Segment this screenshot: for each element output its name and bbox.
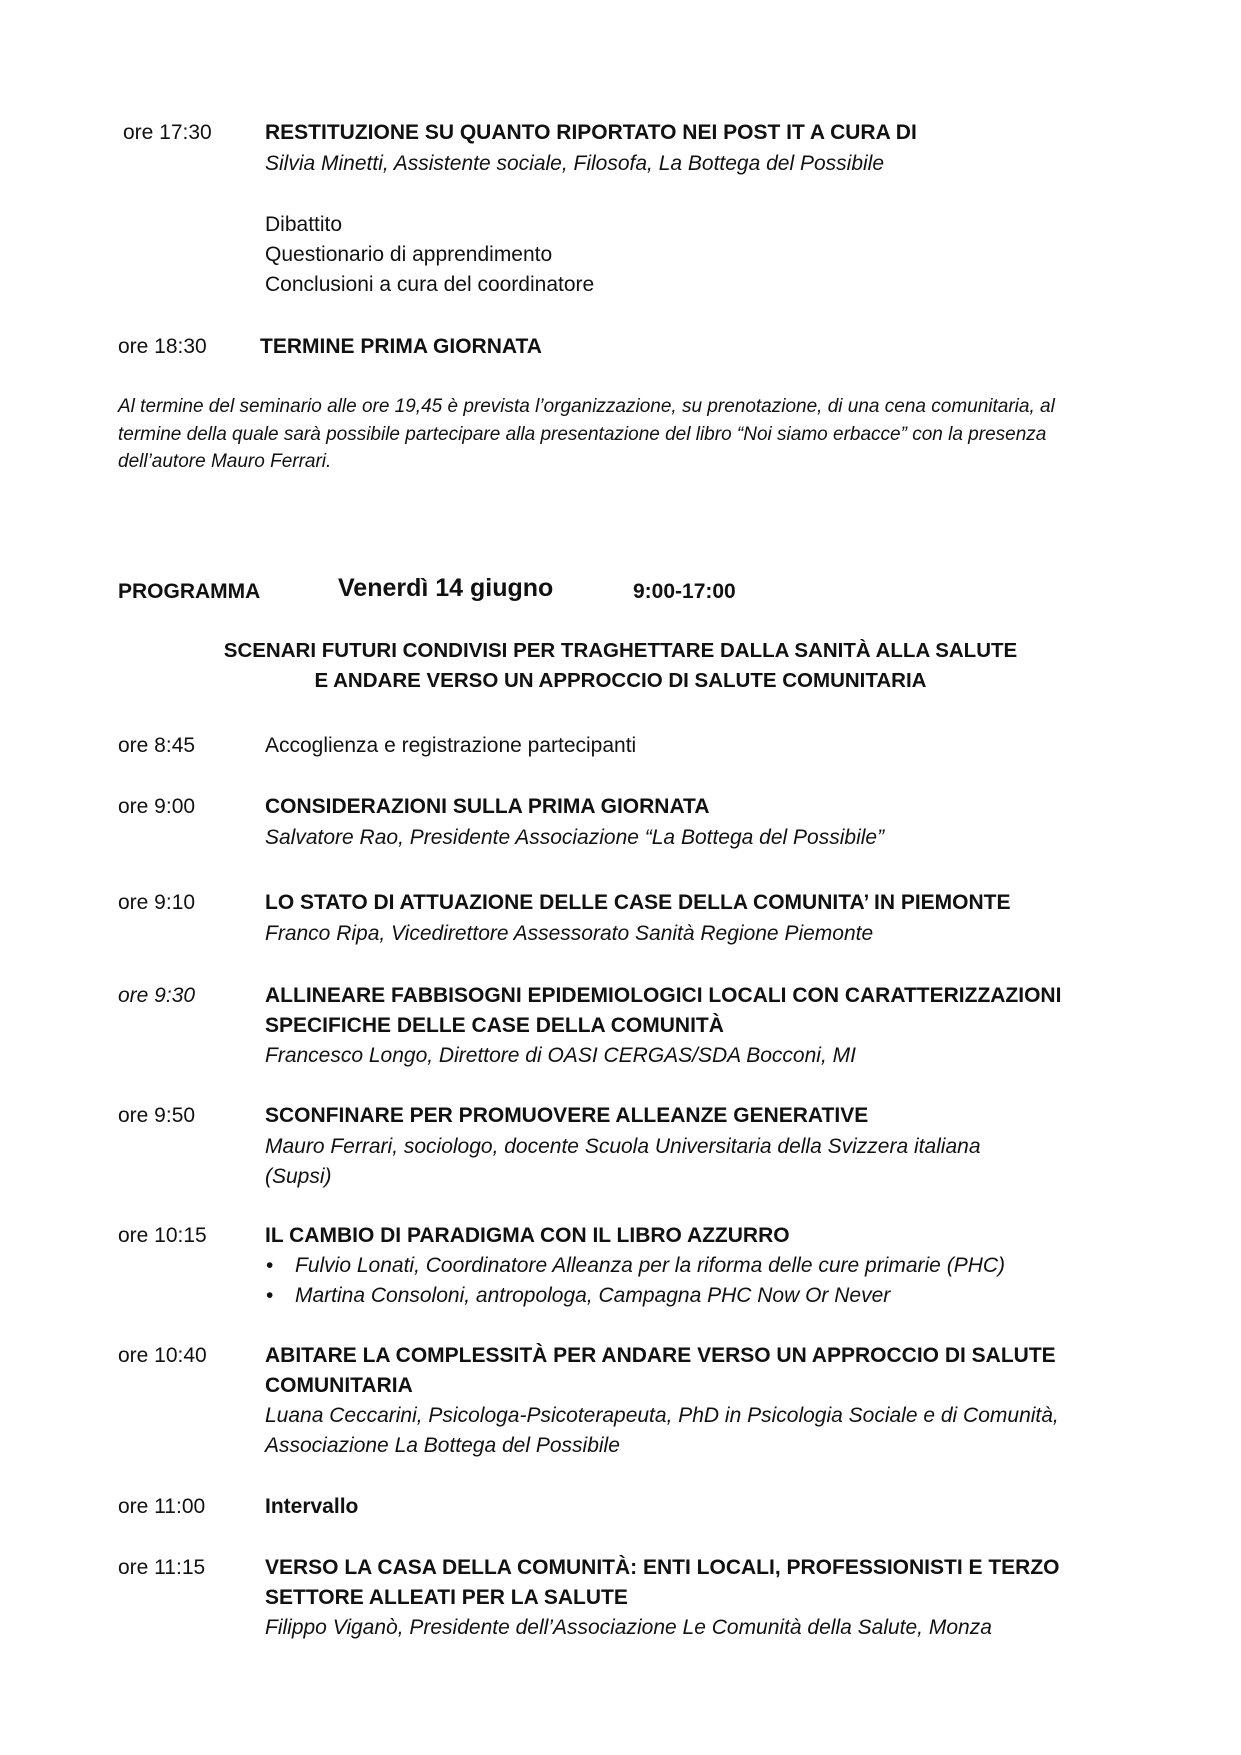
time-1830: ore 18:30: [118, 335, 207, 358]
program-hours: 9:00-17:00: [633, 580, 736, 603]
time-950: ore 9:50: [118, 1104, 196, 1127]
session-title-sconfinare: SCONFINARE PER PROMUOVERE ALLEANZE GENERATIVE: [265, 1104, 869, 1127]
time-1100: ore 11:00: [118, 1495, 206, 1518]
session-title-verso-casa-1: VERSO LA CASA DELLA COMUNITÀ: ENTI LOCALI, PROFESSIONISTI E TERZO: [265, 1556, 1060, 1579]
speaker-ripa: Franco Ripa, Vicedirettore Assessorato Sanità Regione Piemonte: [265, 922, 874, 945]
program-day: Venerdì 14 giugno: [338, 574, 554, 602]
time-1015: ore 10:15: [118, 1224, 207, 1247]
time-1040: ore 10:40: [118, 1344, 207, 1367]
session-title-considerazioni: CONSIDERAZIONI SULLA PRIMA GIORNATA: [265, 795, 710, 818]
speaker-rao: Salvatore Rao, Presidente Associazione “La Bottega del Possibile”: [265, 826, 885, 849]
time-845: ore 8:45: [118, 734, 196, 757]
speaker-lonati-text: Fulvio Lonati, Coordinatore Alleanza per la riforma delle cure primarie (PHC): [295, 1254, 1006, 1277]
time-910: ore 9:10: [118, 891, 196, 914]
session-title-abitare-1: ABITARE LA COMPLESSITÀ PER ANDARE VERSO UN APPROCCIO DI SALUTE: [265, 1344, 1056, 1367]
time-1115: ore 11:15: [118, 1556, 206, 1579]
speaker-minetti: Silvia Minetti, Assistente sociale, Filosofa, La Bottega del Possibile: [265, 152, 885, 175]
program-label: PROGRAMMA: [118, 580, 261, 603]
speaker-lonati: [266, 1254, 1005, 1278]
session-title-abitare-2: COMUNITARIA: [265, 1374, 413, 1397]
session-title-allineare-1: ALLINEARE FABBISOGNI EPIDEMIOLOGICI LOCALI CON CARATTERIZZAZIONI: [265, 984, 1062, 1007]
extra-conclusioni: Conclusioni a cura del coordinatore: [265, 273, 595, 296]
session-title-stato-attuazione: LO STATO DI ATTUAZIONE DELLE CASE DELLA COMUNITA’ IN PIEMONTE: [265, 891, 1011, 914]
bullet-dot-icon: •: [266, 1254, 274, 1277]
time-900: ore 9:00: [118, 795, 196, 818]
speaker-ceccarini-1: Luana Ceccarini, Psicologa-Psicoterapeuta, PhD in Psicologia Sociale e di Comunità,: [265, 1404, 1059, 1427]
speaker-ceccarini-2: Associazione La Bottega del Possibile: [265, 1434, 620, 1457]
session-title-allineare-2: SPECIFICHE DELLE CASE DELLA COMUNITÀ: [265, 1014, 724, 1037]
speaker-ferrari-2: (Supsi): [265, 1165, 332, 1188]
speaker-ferrari-1: Mauro Ferrari, sociologo, docente Scuola Universitaria della Svizzera italiana: [265, 1135, 981, 1158]
time-930: ore 9:30: [118, 984, 196, 1007]
evening-note: Al termine del seminario alle ore 19,45 è prevista l’organizzazione, su prenotazione, di una cena comunitaria, al termine della quale sarà possibile partecipare alla presentazione del libro “Noi siamo erbacce” con la presenza dell’autore Mauro Ferrari.: [118, 396, 1055, 472]
speaker-vigano: Filippo Viganò, Presidente dell’Associazione Le Comunità della Salute, Monza: [265, 1616, 992, 1639]
program-subtitle-2: E ANDARE VERSO UN APPROCCIO DI SALUTE COMUNITARIA: [314, 669, 927, 692]
program-subtitle-1: SCENARI FUTURI CONDIVISI PER TRAGHETTARE DALLA SANITÀ ALLA SALUTE: [223, 639, 1018, 662]
time-1730: ore 17:30: [123, 121, 212, 144]
session-title-restituzione: RESTITUZIONE SU QUANTO RIPORTATO NEI POST IT A CURA DI: [265, 121, 917, 144]
extra-dibattito: Dibattito: [265, 213, 343, 236]
speaker-consoloni: [266, 1284, 890, 1308]
session-title-verso-casa-2: SETTORE ALLEATI PER LA SALUTE: [265, 1586, 628, 1609]
extra-questionario: Questionario di apprendimento: [265, 243, 553, 266]
session-title-termine: TERMINE PRIMA GIORNATA: [260, 335, 542, 358]
session-title-cambio-paradigma: IL CAMBIO DI PARADIGMA CON IL LIBRO AZZURRO: [265, 1224, 790, 1247]
speaker-longo: Francesco Longo, Direttore di OASI CERGAS/SDA Bocconi, MI: [265, 1044, 856, 1067]
session-accoglienza: Accoglienza e registrazione partecipanti: [265, 734, 637, 757]
bullet-dot-icon: •: [266, 1284, 274, 1307]
speaker-consoloni-text: Martina Consoloni, antropologa, Campagna PHC Now Or Never: [295, 1284, 891, 1307]
session-intervallo: Intervallo: [265, 1495, 359, 1518]
